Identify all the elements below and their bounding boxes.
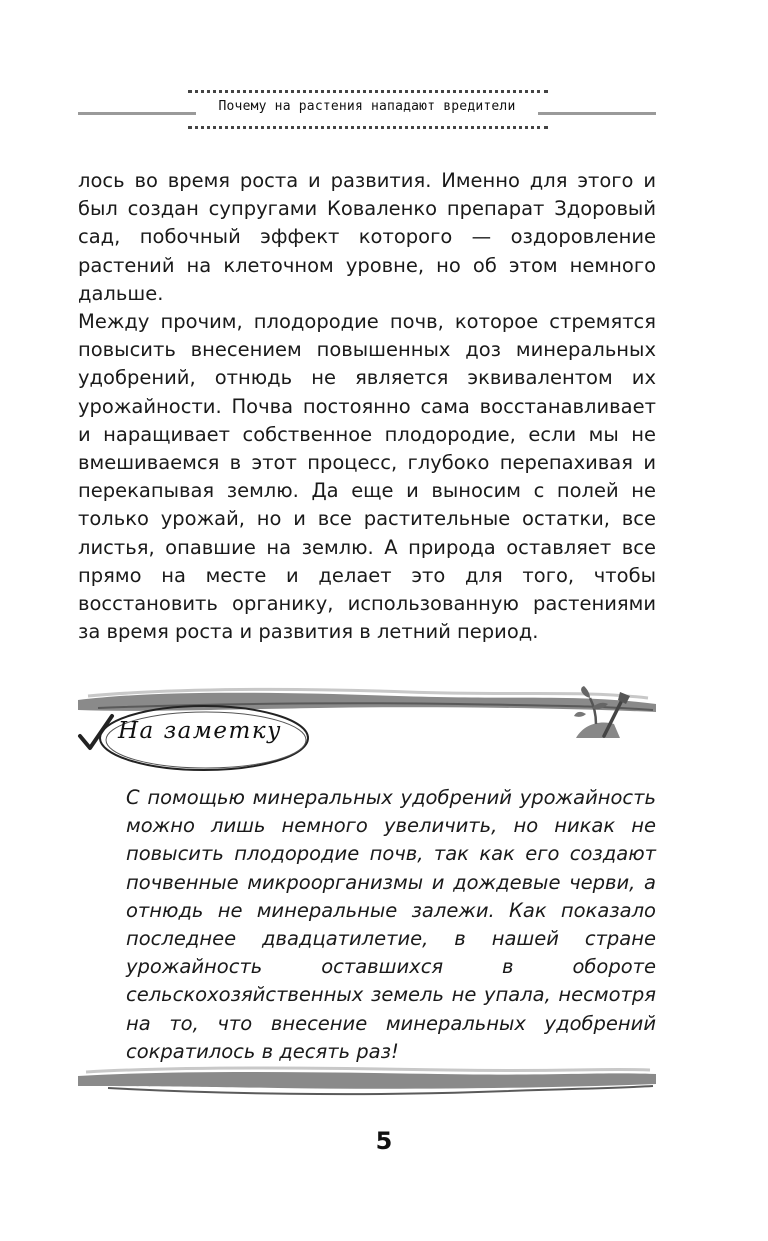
note-text: С помощью минеральных удобрений урожайность можно лишь немного увеличить, но никак не повысить плодородие почв, так как его создают почвенные микроорганизмы и дождевые черви, а отнюдь не минеральные залежи. Как показало последнее двадцатилетие, в нашей стране урожайность оставшихся в обороте сельскохозяйственных земель не упала, несмотря на то, что внесение минеральных удобрений сократилось в десять раз! xyxy=(126,786,656,1063)
note-bottom-brush xyxy=(78,1062,656,1102)
header-title: Почему на растения нападают вредители xyxy=(218,99,516,114)
note-label: На заметку xyxy=(118,718,282,744)
paragraph-2: Между прочим, плодородие почв, которое стремятся повысить внесением повышенных доз минеральных удобрений, отнюдь не является эквивалентом их урожайности. Почва постоянно сама восстанавливает и наращивает собственное плодородие, если мы не вмешиваемся в этот процесс, глубоко перепахивая и перекапывая землю. Да еще и выносим с полей не только урожай, но и все растительные остатки, все листья, опавшие на землю. А природа оставляет все прямо на месте и делает это для того, чтобы восстановить органику, использованную растениями за время роста и развития в летний период. xyxy=(78,310,656,644)
checkmark-icon xyxy=(76,712,116,756)
header-rule-right xyxy=(538,112,656,115)
plant-shovel-icon xyxy=(570,684,634,744)
header-rule-left xyxy=(78,112,196,115)
running-header xyxy=(78,78,656,140)
page-number: 5 xyxy=(375,1127,393,1155)
note-label-badge xyxy=(74,700,314,778)
header-dots-bottom xyxy=(188,126,548,129)
header-dots-top xyxy=(188,90,548,93)
paragraph-1: лось во время роста и развития. Именно для этого и был создан супругами Коваленко препарат Здоровый сад, побочный эффект которого — оздоровление растений на клеточном уровне, но об этом немного дальше. xyxy=(78,169,656,305)
